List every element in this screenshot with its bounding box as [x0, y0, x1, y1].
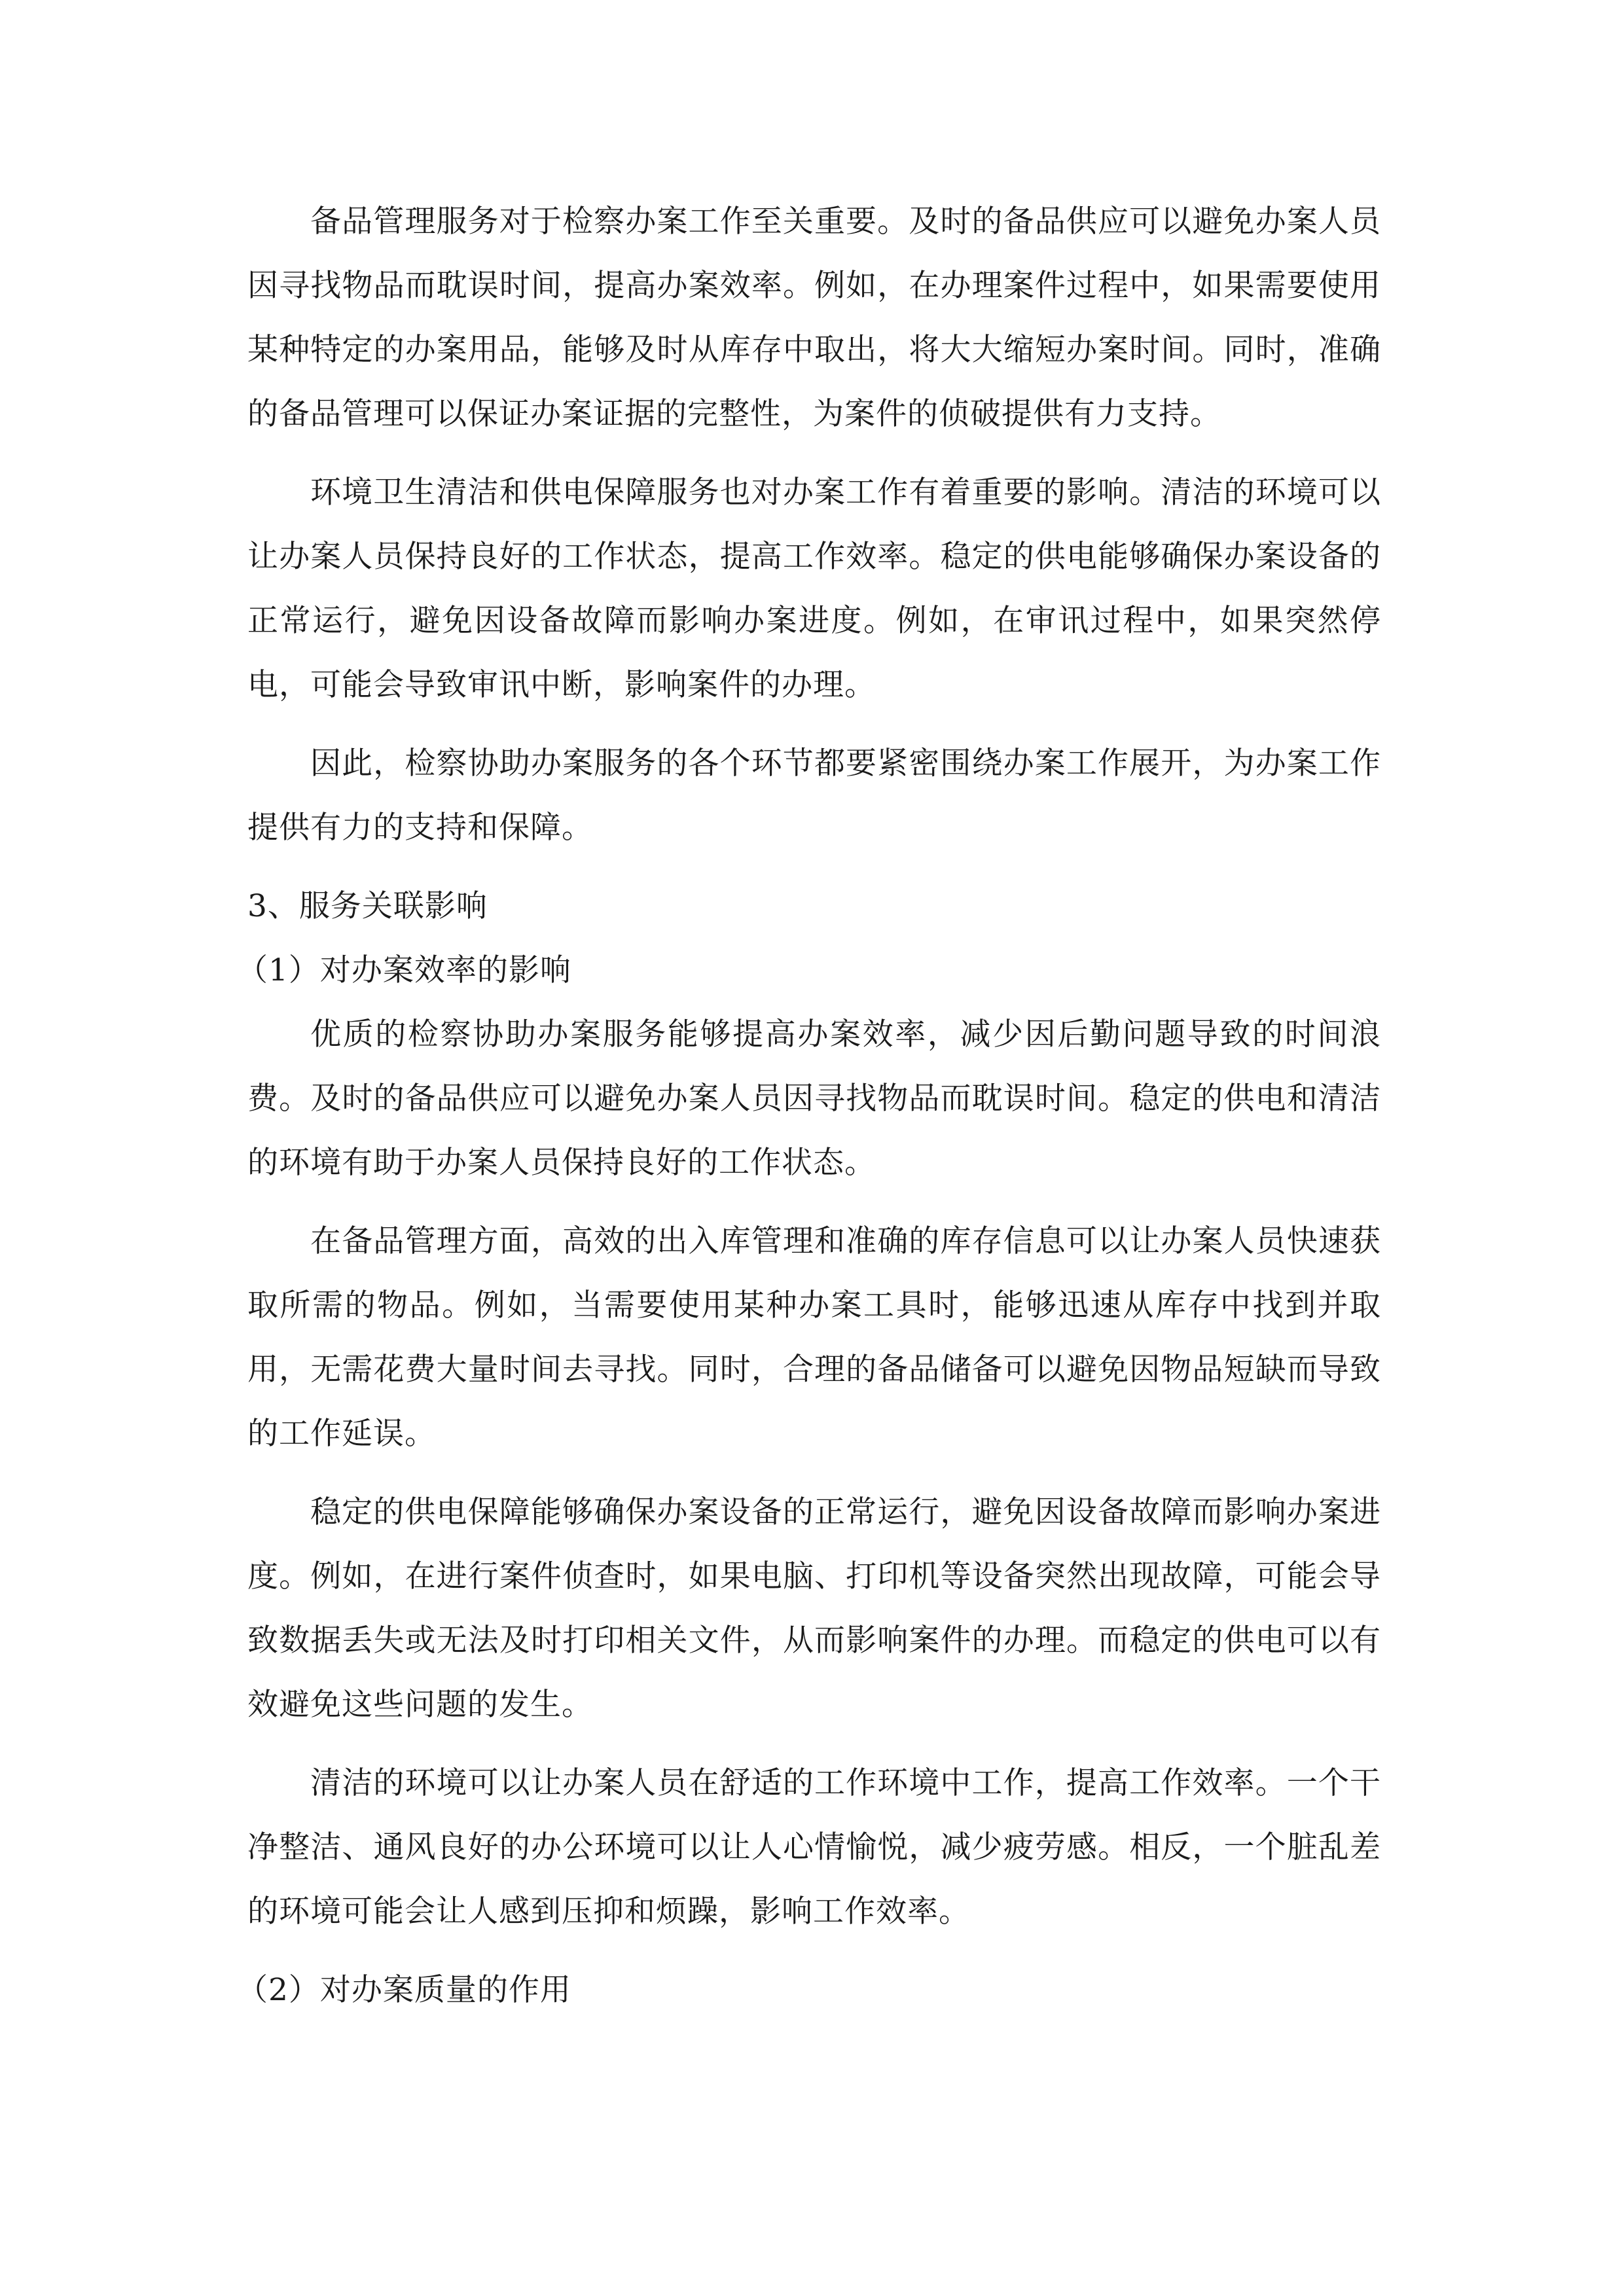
subheading-efficiency: （1）对办案效率的影响	[237, 952, 571, 988]
paragraph-spare-parts-management: 备品管理服务对于检察办案工作至关重要。及时的备品供应可以避免办案人员因寻找物品而耽误时间，提高办案效率。例如，在办理案件过程中，如果需要使用某种特定的办案用品，能够及时从库存中取出，将大大缩短办案时间。同时，准确的备品管理可以保证办案证据的完整性，为案件的侦破提供有力支持。	[247, 204, 1381, 432]
paragraph-inventory-management: 在备品管理方面，高效的出入库管理和准确的库存信息可以让办案人员快速获取所需的物品。例如，当需要使用某种办案工具时，能够迅速从库存中找到并取用，无需花费大量时间去寻找。同时，合理的备品储备可以避免因物品短缺而导致的工作延误。	[247, 1223, 1381, 1452]
paragraph-clean-environment: 清洁的环境可以让办案人员在舒适的工作环境中工作，提高工作效率。一个干净整洁、通风良好的办公环境可以让人心情愉悦，减少疲劳感。相反，一个脏乱差的环境可能会让人感到压抑和烦躁，影响工作效率。	[247, 1765, 1381, 1929]
paragraph-environment-power: 环境卫生清洁和供电保障服务也对办案工作有着重要的影响。清洁的环境可以让办案人员保持良好的工作状态，提高工作效率。稳定的供电能够确保办案设备的正常运行，避免因设备故障而影响办案进度。例如，在审讯过程中，如果突然停电，可能会导致审讯中断，影响案件的办理。	[247, 475, 1381, 703]
section-heading-service-impact: 3、服务关联影响	[247, 888, 488, 924]
paragraph-conclusion: 因此，检察协助办案服务的各个环节都要紧密围绕办案工作展开，为办案工作提供有力的支持和保障。	[247, 745, 1381, 846]
document-page	[237, 190, 1381, 2022]
paragraph-efficiency-overview: 优质的检察协助办案服务能够提高办案效率，减少因后勤问题导致的时间浪费。及时的备品供应可以避免办案人员因寻找物品而耽误时间。稳定的供电和清洁的环境有助于办案人员保持良好的工作状态。	[247, 1016, 1381, 1181]
subheading-quality: （2）对办案质量的作用	[237, 1972, 571, 2008]
paragraph-power-supply: 稳定的供电保障能够确保办案设备的正常运行，避免因设备故障而影响办案进度。例如，在进行案件侦查时，如果电脑、打印机等设备突然出现故障，可能会导致数据丢失或无法及时打印相关文件，从而影响案件的办理。而稳定的供电可以有效避免这些问题的发生。	[247, 1494, 1381, 1723]
